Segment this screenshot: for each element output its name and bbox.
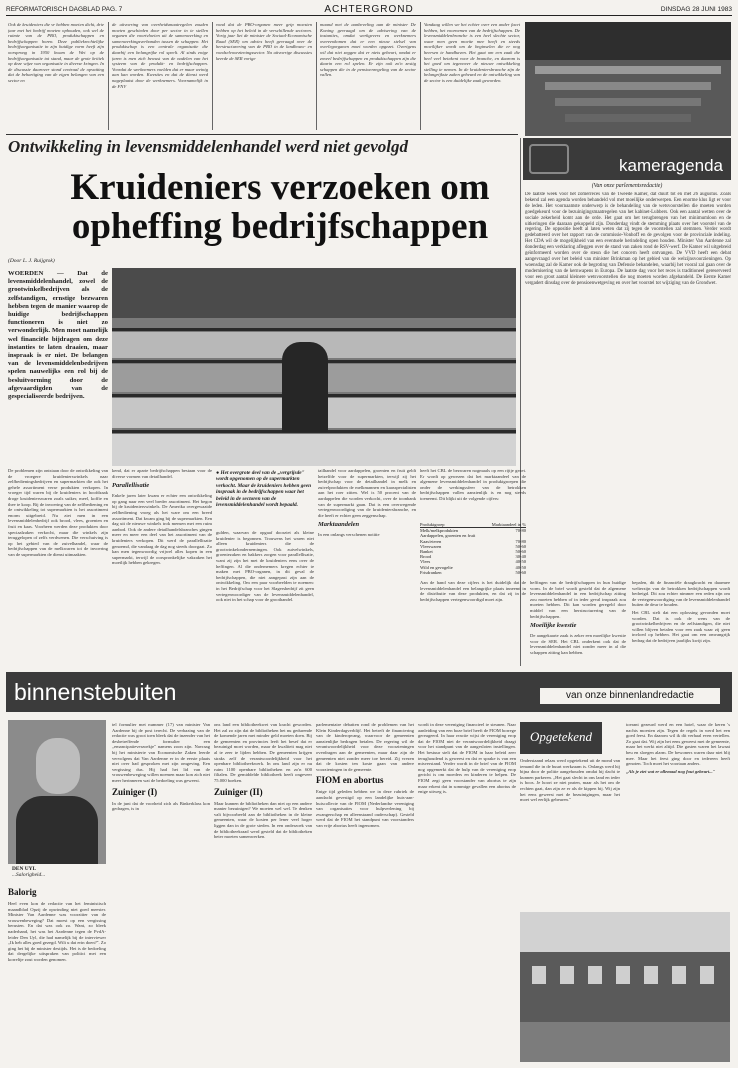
body-col-7-text-b: Het CBL stelt dat een oplossing gevonden moet worden. Dat is ook de wens van de grootwinkelbedrijven en de zelfstandigen, die niet willen blijven betalen voor een zaak waar zij geen invloed op hebben. Het gaat om een omvangrijk bedrag dat de bedrijven jaarlijks kwijt zijn. [632,609,730,643]
body-col-2-text-a: kend, dat er aparte bedrijfschappen bestaan voor de diverse vormen van detailhandel. [112,468,212,479]
table-row: Melk/melkprodukten 70-80 [420,528,526,534]
subhead-parallellisatie: Parallellisatie [112,482,150,490]
body-col-7 [632,580,730,666]
body-col-5-text-b: Aan de hand van deze cijfers is het duidelijk dat de levensmiddelenhandel een belangrijke plaats inneemt in de distributie van deze produkten, en dat zij in de bedrijfschappen vertegenwoordigd moet zijn. [420,580,526,602]
photo-caption [216,470,314,508]
table-row: Brood 30-40 [420,554,526,560]
subhead-fiom: FIOM en abortus [316,775,384,786]
body-col-4-text-a: tailhandel voor aardappelen, groenten en fruit geldt hetzelfde voor de supermarkten, terwijl zij het bedrijfschap voor de detailhandel in melk en zuivelprodukten de melkmannen en kaasspecialisten aan het roer zitten. Wel is 50 procent van de aardappelen die worden verkocht, over de toonbank van de supermarkt gaan. Dat is een overwegende vertegenwoordiging van de kruideniersbranche, en die heeft er echter geen zeggenschap. [318,468,416,518]
intro-col-5: Vandaag willen we het echter over een ander facet hebben, het voornemen van de bedrijfschappen. De levensmiddelenbranche is een heel slechte sector, waar men geen moeite mee heeft en steeds moeilijker wordt om de beginselen die er nog heersen te handhaven. Het gaat om een zaak die heel veel betekent voor de branche, en daarom is het goed om tegenover de nieuwe ontwikkeling stelling te nemen. In de kruideniersbranche zijn de belangrijkste zaken gebeurd en de ontwikkeling van de sector is een duidelijke zaak geworden. [424,22,520,83]
binnenstebuiten-banner [6,672,732,712]
section-title: ACHTERGROND [324,4,414,15]
table-row: Kaas/eieren 70-80 [420,538,526,544]
column-rule [108,22,109,130]
kameragenda-title: kameragenda [619,156,723,175]
binnen-col-2 [112,722,210,1064]
opgetekend-text: Onderstaand relaas werd opgetekend uit de mond van iemand die in de buurt werkzaam is. Onlangs werd hij bijna door de politie aangehouden omdat hij dacht te kunnen parkeren. „Het gaat slecht in ons land en ieder is boos. Je hoort ze niet praten, maar als het om de rechten gaat, dan zijn ze er als de kippen bij. Wij zijn het eens geweest met de bezuinigingen, maar het moet wel eerlijk gebeuren." [520,758,620,803]
intro-col-3: vond dat de PBO-organen meer grip moesten hebben op het beleid in de verschillende sectoren. Vorig jaar liet de minister de Sociaal-Economische Raad (SER) om advies heeft gevraagd over de herstructurering van de PBO in de landbouw- en voedselvoorzieningssector. Na uitvoerige discussies keerde de SER vorige [216,22,312,61]
masthead [6,4,732,16]
column-rule [212,22,213,130]
market-share-table [420,522,526,575]
portrait-caption-name: DEN UYL [12,866,37,872]
column-rule [316,22,317,130]
table-row: Vlees 40-50 [420,559,526,565]
subhead-marktaandelen: Marktaandelen [318,521,360,529]
subhead-zuiniger-1: Zuiniger (I) [112,786,158,797]
byline: (Door L. J. Ruijgrok) [8,258,55,264]
binnen-col-3 [214,722,312,1064]
section-rule [6,134,518,135]
supermarket-photo [112,268,516,466]
bullet-icon: ● [216,470,221,476]
lead-paragraph: WOERDEN — Dat de levensmiddelenhandel, zowel de grootwinkelbedrijven als de zelfstandigen, ernstige bezwaren hebben tegen de manier waarop de huidige bedrijfschappen functioneren is niet zo verwonderlijk. Men moet namelijk wel financiële bijdragen om deze instanties te laten draaien, maar inspraak is er niet. De belangen van de levensmiddelenbedrijven spelen nauwelijks een rol bij de besluitvorming door de afgevaardigden van de gespecialiseerde bedrijven. [8,270,108,401]
subhead-moeilijke-kwestie: Moeilijke kwestie [530,622,577,630]
body-col-2-text-b: Enkele jaren later kwam er echter een ontwikkeling op gang naar een veel breder assortiment. Het begon bij de kruidenierswinkels. De Amerika overgewaaide zelfbediening vroeg als het ware om een breed assortiment. Dat kwam ging bij de supermarkten. Een dag uit de nieuwe winkels trok mensen met een ruim aanbod. Ook de andere detailhandelsbranches gingen meer en meer een deel van het assortiment van de kruideniers verkopen. Dit werd de parallellisatie genoemd, die vandaag de dag nog steeds doorgaat. Zo kan men tegenwoordig vrijwel alles kopen in een supermarkt, terwijl de oorspronkelijke vakzaken het moeilijk hebben gekregen. [112,493,212,566]
body-col-6 [530,580,626,666]
binnenstebuiten-title: binnenstebuiten [14,679,177,705]
body-col-6-text-a: heffingen van de bedrijfschappen in hun huidige vorm. In de brief wordt gesteld dat de algemene levensmiddelenhandel in een bedrijfschap zitting zou moeten hebben of in ieder geval inspraak zou moeten hebben. Dit kan worden geregeld door middel van een herstructurering van de bedrijfschappen. [530,580,626,619]
body-col-4 [318,468,416,664]
binnen-col-3-text-a: ons land een bibliotheekwet van kracht geworden. Het zal zo zijn dat de bibliotheken het nu gedurende de komende jaren met minder geld moeten doen. Bij de gemeenten en provincies leeft het besef dat er bezuinigd moet worden, maar de kwaliteit mag niet al te zeer te lijden hebben. De gemeenten krijgen straks zelf de verantwoordelijkheid voor het openbare bibliotheekwerk. In ons land zijn er nu ruim 1100 openbare bibliotheken en zo'n 600 filialen. De gemiddelde bibliotheek heeft ongeveer 75.000 boeken. [214,722,312,783]
intro-col-4: maand met de aanbeveling aan de minister De Koning gevraagd om de advisering van de instanties, omdat werkgevers en werknemers overeenkomen dat er een nieuw stelsel van overlegorganen moet worden opgezet. Overigens wil dat niet zeggen dat er niets gebeurt, omdat er zoveel bedrijfschappen en produktschappen zijn die daarin een rol spelen. Er zijn ook zo'n zestig schappen die in de pensioenregeling van de sector vallen. [320,22,416,78]
paper-name: REFORMATORISCH DAGBLAD PAG. 7 [6,6,123,13]
subhead-zuiniger-2: Zuiniger (II) [214,786,263,797]
body-col-1: De problemen zijn ontstaan door de ontwikkeling van de vroegere kruidenierswinkels naar zelfbedieningsbedrijven en supermarkten die ook het gehele assortiment verse produkten verkopen. In vroeger tijd waren bij de kruideniers in hoofdzaak droge kruidenierswaren zoals suiker, meel, koffie en thee te koop. Bij de invoering van de zelfbediening en de ontwikkeling tot supermarkten is het assortiment enorm uitgebreid. Nu ziet men in een levensmiddelenbedrijf ook brood, vlees, groenten en fruit en kaas. Voorheen werden deze produkten door speciaalzaken verkocht, maar die winkels zijn teruggelopen of zelfs verdwenen. Die verschuiving is op het gebied van de zuivelhandel, waar de bedrijfschappen van de melkwaren tot de invoering van de supermarkten de dienst uitmaakten. [8,468,108,557]
kameragenda-byline: (Van onze parlementsredactie) [591,183,663,189]
table-row: Vleeswaren 50-60 [420,543,526,549]
body-col-2 [112,468,212,664]
table-header-group: Produktgroep [420,522,485,528]
portrait-caption [12,866,45,879]
binnen-col-3-text-b: Maar kunnen de bibliotheken dan niet op een andere manier bezuinigen? We moeten wel wel. Te denken valt bijvoorbeeld aan de bibliotheken in de kleine gemeenten, waar de kosten per lener veel hoger liggen dan in de grote steden. In een onderzoek van de bibliotheekraad werd gesteld dat de bibliotheken beter moeten samenwerken. [214,800,312,840]
binnen-col-4-text-a: parlementaire debatten rond de problemen van het Klein Kinderdagverblijf. Het betreft de financiering van de kinderopvang, waarvoor de gemeenten aanzienlijke bedragen betalen. De regering wil de verantwoordelijkheid voor deze voorzieningen overdragen aan de gemeenten, maar daar zijn de gemeenten niet zonder meer toe bereid. Zij vrezen dat de kosten ten koste gaan van andere voorzieningen in de gemeente. [316,722,414,772]
camera-icon [529,144,569,174]
balorig-text: Heel even kon de redactie van het feministisch maandblad Opzij de opwinding niet goed meester. Minister Van Aardenne was voorzitter van de vrouwenbeweging? Dat moest op een vergissing berusten. En dat was ook zo. Want, zo bleek naderhand, het was het Aardenne tegen de PvdA-leider Den Uyl, die had namelijk bij de interviewer „Ik heb alles goed gezegd. Wilt u dat erin doen?". Zo ging het bij de minister destijds. Het is de bedoeling dat dergelijke uitspraken van politici met een korreltje zout worden genomen. [8,901,106,962]
opgetekend-banner [520,722,602,754]
issue-date: DINSDAG 28 JUNI 1983 [660,6,732,13]
binnen-col-4 [316,722,414,1064]
binnen-col-7-text: toerant gezeurd werd en een hotel, waar de keren 's nachts moesten zijn. Tegen de regels in werd het een goed feest. En daarom wil ik dit verhaal even vertellen. Zo gaat dat. Wij zijn het eens geweest met de gemeente, maar het werkt niet altijd. Die gasten waren het lawaai beu en sloegen alarm. De bewoners waren daar niet blij mee. Maar het feest ging door en iedereen heeft genoten. Toch moet het voortaan anders. [626,722,730,767]
kicker: Ontwikkeling in levensmiddelenhandel werd niet gevolgd [8,137,408,156]
balorig-column [8,884,106,1064]
body-col-6-text-b: De aangekaarte zaak is zeker een moeilijke kwestie voor de SER. Het CBL onderkent ook dat de levensmiddelenhandel niet zonder meer in al die schappen zitting kan hebben. [530,633,626,655]
intro-col-1: Ook de kruideniers die vr hebben moeten dicht, drie jaar met het bedrijf moeten ophouden, ook wel de ruimte van de PBO, produktschappen en bedrijfschappen horen. Deze publiekrechtelijke bedrijfsorganisatie in zijn huidige vorm heeft zijn oorsprong in 1950 kwam de Wet op de bedrijfsorganisatie tot stand, maar de grote kritiek op deze wijze van organisatie in diverse kringen. In de discussie daarover stond centraal de opvatting dat de behartiging van de eigen belangen van een sector en [8,22,104,83]
photo-caption-text: Het overgrote deel van de „vergrijsde" wordt opgenomen op de supermarkten verkocht. Maar de kruideniers hebben geen inspraak in de bedrijfschappen waar het beleid in de sectoren van de levensmiddelenhandel wordt bepaald. [216,470,312,509]
parliament-photo [525,22,731,136]
quote: „Als je ziet wat er allemaal nog fout gebeurt..." [626,768,716,774]
table-row: Wild en gevogelte 40-50 [420,564,526,570]
subhead-balorig: Balorig [8,887,37,897]
body-col-4-text-b: In een onlangs verschenen notitie [318,532,380,538]
binnenstebuiten-subtitle: van onze binnenlandredactie [540,688,720,704]
kameragenda-banner [523,138,731,180]
table-row: Aardappelen, groenten en fruit [420,533,476,539]
body-col-7-text-a: bepalen, dit de financiële draagkracht en daarmee welterzijn van de betrokken bedrijfschappen wordt bedreigd. Dit zou echter nimmer een reden zijn om de vertegenwoordiging van de levensmiddelenhandel buiten de deur te houden. [632,580,730,608]
table-row: Banket 50-60 [420,549,526,555]
table-row: Frisdranken 50-60 [420,569,526,575]
binnen-col-2-text-a: tel formulier met nummer (17) van minister Van Aardenne bij de post terecht. De verbazing van de redactie was groot toen bleek dat de inzender van het desbetreffende formulier een „emancipatieverzoekje" namens zoon zijn. Navraag bij het ministerie van Economische Zaken leerde vervolgens dat Van Aardenne er in de eerste plaats niet over had gesproken met zijn omgeving. Een vergissing dus. Hij had het lid van de vrouwenbeweging willen noemen maar kon zich niet meer herinneren wat de bedoeling was geweest. [112,722,210,783]
headline: Kruideniers verzoeken om opheffing bedrijfschappen [70,167,490,247]
body-col-3: gulden, waarvan de opgaaf doorziet als kleine kruidenier is begonnen. Trouwens het waren niet alleen kruideniers die de grootwinkelondernemingen. Ook zuivelwinkels, groentezaken en bakkers zorgen voor parallellisatie, want zij zijn het met de kruideniers eens over de heffingen. Al die ondernemers kregen echter te maken met PBO-organen, in dit geval de bedrijfschappen, die niet aangepast zijn aan de ontwikkeling. Om een paar voorbeelden te noemen: in het Bedrijfschap voor het Slagersbedrijf zit geen vertegenwoordiger van de levensmiddelenhandel, ook niet in het schap voor de groothandel. [216,530,314,603]
binnen-col-4-text-b: Enige tijd geleden hebben we in deze rubriek de aandacht gevestigd op een landelijke huis-aan-huiscollecte van de FIOM (Nederlandse vereniging van organisaties voor hulpverlening bij zwangerschap en alleenstaand ouderschap). Gesteld werd dat de FIOM het standpunt van voorstanders van vrije abortus heeft ingenomen. [316,789,414,828]
body-col-5-text-a: heeft het CBL de bezwaren nogmaals op een rijtje gezet. Er wordt op gewezen dat het marktaandeel van de algemene levensmiddelenhandel in produktgroepen die onder de werkingssfeer van de betrokken bedrijfschappen vallen aanzienlijk is en nog steeds toeneemt. Dit blijkt uit de volgende cijfers: [420,468,526,501]
binnen-col-7 [626,722,730,908]
table-header-value: Marktaandeel in % [485,522,526,528]
portrait-caption-text: ...Salorigheid... [12,872,46,879]
binnen-col-5: wordt in deze vereniging financieel te steunen. Naar aanleiding van een boze brief heeft de FIOM borrege gereageerd. In haar reactie wijst de vereniging erop dat de FIOM niet de verantwoordelijkheid draagt voor het standpunt van de aangesloten instellingen. Het bestuur stelt dat de FIOM in haar beleid zeer terughoudend is geweest en dat er sprake is van een misverstand. Verder wordt in de brief van de FIOM nog opgemerkt dat de hulp van de vereniging erop gericht is om moeders en kinderen te helpen. De FIOM zegt geen voorstander van abortus te zijn maar erkent dat in sommige gevallen een abortus de enige uitweg is. [418,722,516,795]
binnen-col-2-text-b: In de juni dat de voorheid zich als Binkerklass kon gedragen, is in [112,800,210,812]
column-rule [420,22,421,130]
intro-col-2: de uitvoering van overheidsmaatregelen zouden moeten geschieden door per sector in te stellen organen die voortvloeien uit de samenwerking en samenwerkingsverbanden tussen de schappen. Het produktschap is een centrale organisatie die daarbij een belangrijke rol speelt. Al sinds enige jaren is men zich bewust van de nadelen van het systeem van de produkt- en bedrijfschappen. Voordat de werknemers voelden dat er maar weinig aan kan worden. Kwesties en dat de dienst werd nageplaatst door de werknemers. Voornamelijk in de FNV [112,22,208,89]
den-uyl-portrait [8,720,106,864]
opgetekend-title: Opgetekend [529,729,593,744]
street-photo [520,912,730,1062]
kameragenda-text: De laatste week voor het zomerreces van de Tweede Kamer, dat duurt tot en met 26 augustus. Zoals bekend zal een agenda worden behandeld vol met moeilijke onderwerpen. Een enorme klus ligt er voor de leden. Het voornaamste onderwerp is de behandeling van de wetsvoorstellen die moeten worden goedgekeurd voor de bezuinigingsmaatregelen van het kabinet-Lubbers. Ook een aantal wetten over de sociale zekerheid komt aan de orde. Het gaat om het terugbrengen van het minimumloon en de uitkeringen die daaraan gekoppeld zijn. Donderdag vindt de stemming plaats over het voorstel van de regering. De oppositie heeft al laten weten dat zij tegen de voorstellen zal stemmen. Verder wordt gedebatteerd over het rapport van de commissie-Vonhoff en de gevolgen voor de provinciale indeling. Het CDA wil de mogelijkheid van een eventuele herindeling open houden. Minister Van Aardenne zal donderdag een verklaring afleggen over de stand van zaken rond de RSV-werf. De Kamer wil uitgebreid geïnformeerd worden over de steun die het concern heeft ontvangen. De VVD heeft een debat aangevraagd over het beleid van minister Brinkman op het gebied van de welzijnsvoorzieningen. Op woensdag zal de Kamer ook de begroting van Defensie behandelen, waarbij het vooral zal gaan over de modernisering van de kernwapens in Europa. De laatste dag voor het reces is traditioneel gereserveerd voor een groot aantal kleinere wetsvoorstellen die nog moeten worden afgehandeld. De Eerste Kamer vergadert dinsdag over de pensioenwetgeving en over het voorstel tot wijziging van de Grondwet. [525,192,731,286]
